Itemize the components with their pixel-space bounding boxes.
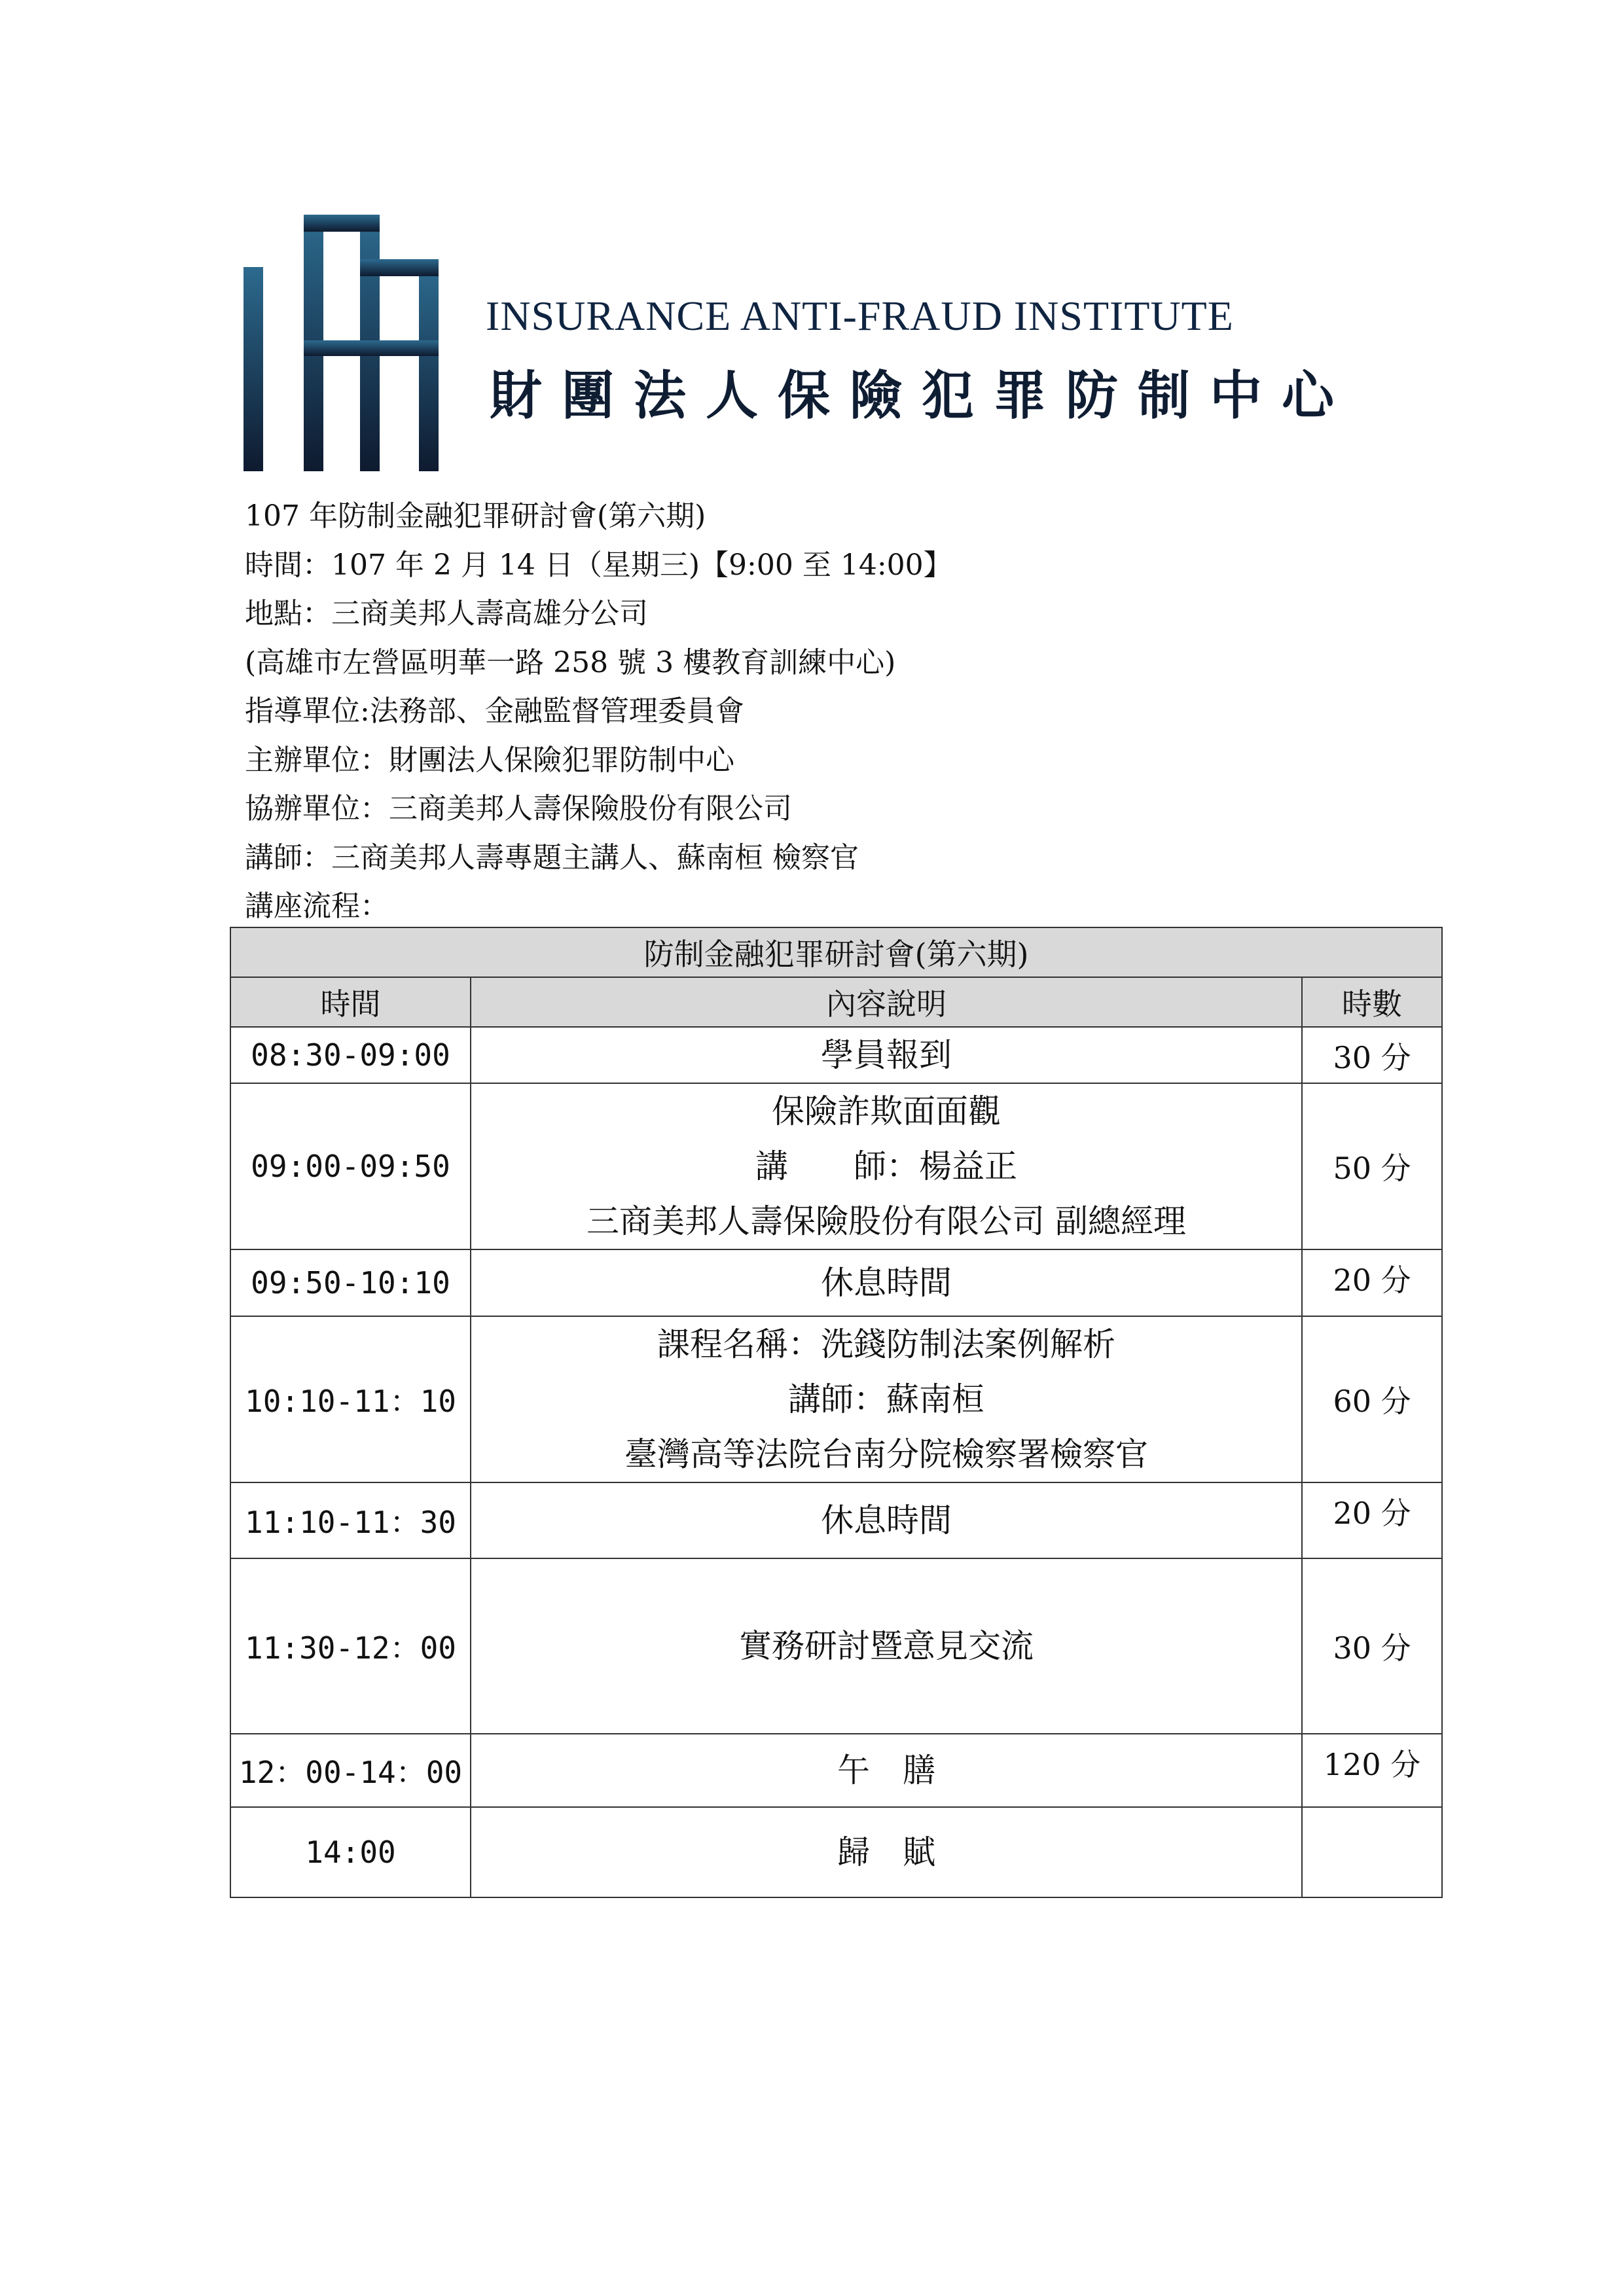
event-time: 時間：107 年 2 月 14 日（星期三)【9:00 至 14:00】 <box>245 548 952 582</box>
row-content-line: 學員報到 <box>821 1036 952 1074</box>
org-name-zh: 財團法人保險犯罪防制中心 <box>490 365 1354 426</box>
row-content-line: 實務研討暨意見交流 <box>739 1627 1034 1665</box>
row-time: 10:10-11：10 <box>230 1316 471 1482</box>
row-duration: 20 分 <box>1302 1249 1442 1316</box>
row-duration: 120 分 <box>1302 1734 1442 1807</box>
table-title: 防制金融犯罪研討會(第六期) <box>230 927 1442 977</box>
header-time: 時間 <box>230 977 471 1027</box>
row-time: 08:30-09:00 <box>230 1027 471 1083</box>
row-content-line: 保險詐欺面面觀 <box>772 1092 1001 1130</box>
row-content-line: 午 膳 <box>837 1751 935 1789</box>
schedule-table <box>230 927 1443 1898</box>
row-content-line: 三商美邦人壽保險股份有限公司 副總經理 <box>586 1202 1186 1240</box>
event-address: (高雄市左營區明華一路 258 號 3 樓教育訓練中心) <box>245 645 896 679</box>
row-duration: 60 分 <box>1302 1316 1442 1482</box>
table-header-row <box>230 977 1442 1027</box>
co-organizer: 協辦單位：三商美邦人壽保險股份有限公司 <box>245 792 792 825</box>
event-info <box>245 492 952 931</box>
row-duration: 50 分 <box>1302 1083 1442 1249</box>
row-duration: 20 分 <box>1302 1482 1442 1558</box>
row-content-line: 講師：蘇南桓 <box>788 1380 984 1418</box>
agenda-label: 講座流程： <box>245 889 389 923</box>
row-content <box>471 1482 1302 1558</box>
row-content-line: 休息時間 <box>821 1501 952 1539</box>
row-content <box>471 1558 1302 1734</box>
row-time: 11:10-11：30 <box>230 1482 471 1558</box>
table-title-row <box>230 927 1442 977</box>
row-content-line: 講 師：楊益正 <box>755 1147 1017 1185</box>
row-content <box>471 1807 1302 1897</box>
iafi-logo-icon <box>244 215 440 471</box>
row-duration: 30 分 <box>1302 1027 1442 1083</box>
table-row <box>230 1027 1442 1083</box>
row-content <box>471 1249 1302 1316</box>
event-location: 地點：三商美邦人壽高雄分公司 <box>245 597 648 630</box>
lecturers: 講師：三商美邦人壽專題主講人、蘇南桓 檢察官 <box>245 840 859 874</box>
table-row <box>230 1316 1442 1482</box>
row-content-line: 休息時間 <box>821 1264 952 1302</box>
table-row <box>230 1083 1442 1249</box>
row-content-line: 臺灣高等法院台南分院檢察署檢察官 <box>624 1435 1148 1473</box>
org-name-en: INSURANCE ANTI-FRAUD INSTITUTE <box>486 293 1234 339</box>
row-content <box>471 1083 1302 1249</box>
header-content: 內容說明 <box>471 977 1302 1027</box>
table-row <box>230 1249 1442 1316</box>
supervising-units: 指導單位:法務部、金融監督管理委員會 <box>245 694 744 728</box>
header-duration: 時數 <box>1302 977 1442 1027</box>
row-content <box>471 1027 1302 1083</box>
row-time: 14:00 <box>230 1807 471 1897</box>
row-time: 12：00-14：00 <box>230 1734 471 1807</box>
row-content <box>471 1734 1302 1807</box>
table-row <box>230 1807 1442 1897</box>
row-time: 09:50-10:10 <box>230 1249 471 1316</box>
organizer: 主辦單位：財團法人保險犯罪防制中心 <box>245 743 734 777</box>
table-row <box>230 1734 1442 1807</box>
row-content <box>471 1316 1302 1482</box>
event-title: 107 年防制金融犯罪研討會(第六期) <box>245 499 706 533</box>
row-duration <box>1302 1807 1442 1897</box>
table-row <box>230 1482 1442 1558</box>
row-duration: 30 分 <box>1302 1558 1442 1734</box>
row-time: 09:00-09:50 <box>230 1083 471 1249</box>
table-row <box>230 1558 1442 1734</box>
row-content-line: 歸 賦 <box>837 1833 935 1871</box>
row-time: 11:30-12：00 <box>230 1558 471 1734</box>
row-content-line: 課程名稱：洗錢防制法案例解析 <box>657 1325 1115 1363</box>
